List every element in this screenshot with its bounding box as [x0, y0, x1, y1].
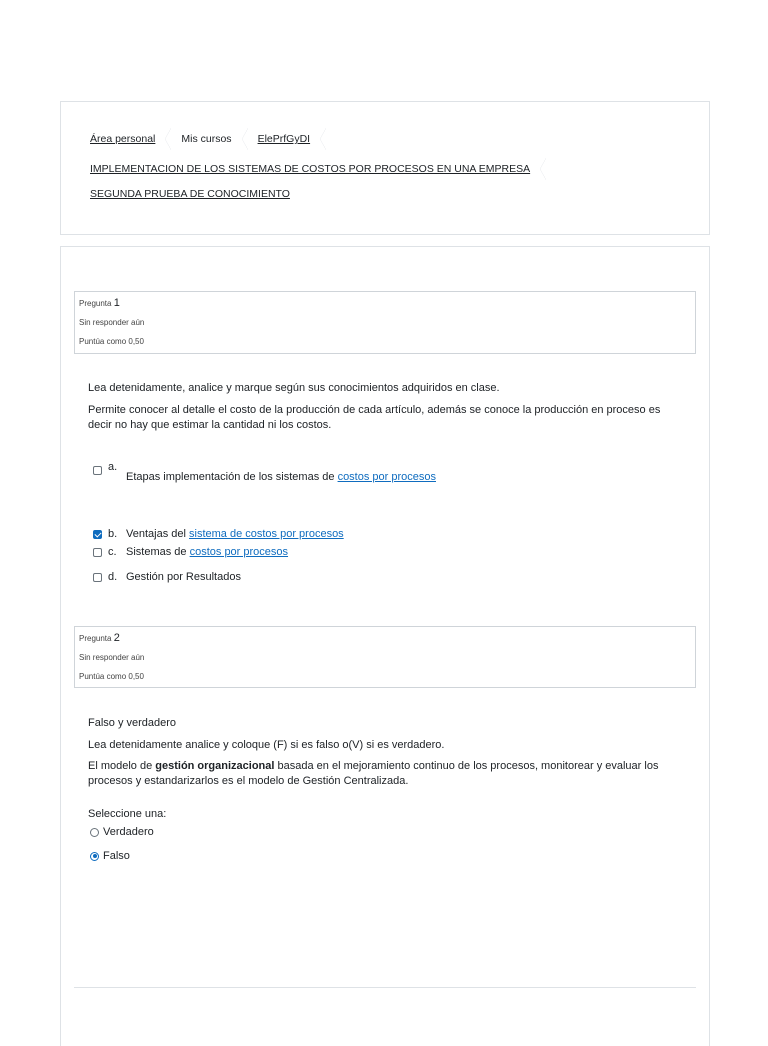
option-letter: c. — [108, 546, 117, 558]
divider — [74, 987, 696, 988]
question-2-number: Pregunta 2 — [79, 632, 120, 644]
prompt-bold-term: gestión organizacional — [155, 760, 275, 772]
breadcrumb-mis-cursos[interactable]: Mis cursos — [181, 133, 232, 145]
question-2-option-true[interactable] — [90, 826, 154, 838]
question-2-state: Sin responder aún — [79, 653, 145, 662]
breadcrumb-separator — [242, 128, 248, 150]
question-1-option-a[interactable] — [93, 457, 436, 483]
question-1-option-b[interactable] — [93, 528, 344, 540]
option-b-link[interactable]: sistema de costos por procesos — [189, 528, 344, 540]
option-c-link[interactable]: costos por procesos — [189, 546, 289, 558]
option-a-text: Etapas implementación de los sistemas de costos por procesos — [126, 471, 436, 483]
breadcrumb-row-quiz — [90, 188, 290, 200]
option-a-link[interactable]: costos por procesos — [337, 471, 436, 483]
option-b-text: Ventajas del sistema de costos por procesos — [126, 528, 344, 540]
breadcrumb-area-personal[interactable]: Área personal — [90, 133, 156, 145]
breadcrumb-row-section — [90, 158, 556, 180]
breadcrumb-quiz[interactable]: SEGUNDA PRUEBA DE CONOCIMIENTO — [90, 188, 290, 200]
question-2-prompt: El modelo de gestión organizacional basada en el mejoramiento continuo de los procesos, monitorear y evaluar los procesos y estandarizarlos es el modelo de Gestión Centralizada. — [88, 760, 659, 787]
checkbox-b[interactable] — [93, 530, 102, 539]
checkbox-c[interactable] — [93, 548, 102, 557]
breadcrumb-panel — [60, 101, 710, 235]
option-falso-label: Falso — [103, 850, 130, 862]
checkbox-d[interactable] — [93, 573, 102, 582]
question-2-info — [74, 626, 696, 688]
breadcrumb — [90, 128, 336, 150]
option-verdadero-label: Verdadero — [103, 826, 154, 838]
breadcrumb-course[interactable]: ElePrfGyDI — [257, 133, 311, 145]
breadcrumb-section[interactable]: IMPLEMENTACION DE LOS SISTEMAS DE COSTOS POR PROCESOS EN UNA EMPRESA — [90, 163, 531, 175]
question-2-type: Falso y verdadero — [88, 717, 177, 729]
question-1-state: Sin responder aún — [79, 318, 145, 327]
question-1-grade: Puntúa como 0,50 — [79, 337, 144, 346]
radio-verdadero[interactable] — [90, 828, 99, 837]
question-1-intro: Lea detenidamente, analice y marque según sus conocimientos adquiridos en clase. — [88, 382, 500, 394]
option-letter: d. — [108, 571, 118, 583]
question-2-grade: Puntúa como 0,50 — [79, 672, 144, 681]
question-1-info — [74, 291, 696, 354]
checkbox-a[interactable] — [93, 466, 102, 475]
option-letter: b. — [108, 528, 118, 540]
question-1-number: Pregunta 1 — [79, 297, 120, 309]
breadcrumb-separator — [320, 128, 326, 150]
question-1-option-c[interactable] — [93, 546, 288, 558]
select-one-label: Seleccione una: — [88, 808, 167, 820]
radio-falso[interactable] — [90, 852, 99, 861]
question-1-option-d[interactable] — [93, 571, 241, 583]
option-d-text: Gestión por Resultados — [126, 571, 241, 583]
option-c-text: Sistemas de costos por procesos — [126, 546, 289, 558]
question-1-prompt: Permite conocer al detalle el costo de la producción de cada artículo, además se conoce la producción en proceso es decir no hay que estimar la cantidad ni los costos. — [88, 404, 661, 431]
option-letter: a. — [108, 461, 118, 473]
question-2-instruction: Lea detenidamente analice y coloque (F) si es falso o(V) si es verdadero. — [88, 739, 445, 751]
question-2-option-false[interactable] — [90, 850, 130, 862]
breadcrumb-separator — [165, 128, 171, 150]
breadcrumb-separator — [540, 158, 546, 180]
